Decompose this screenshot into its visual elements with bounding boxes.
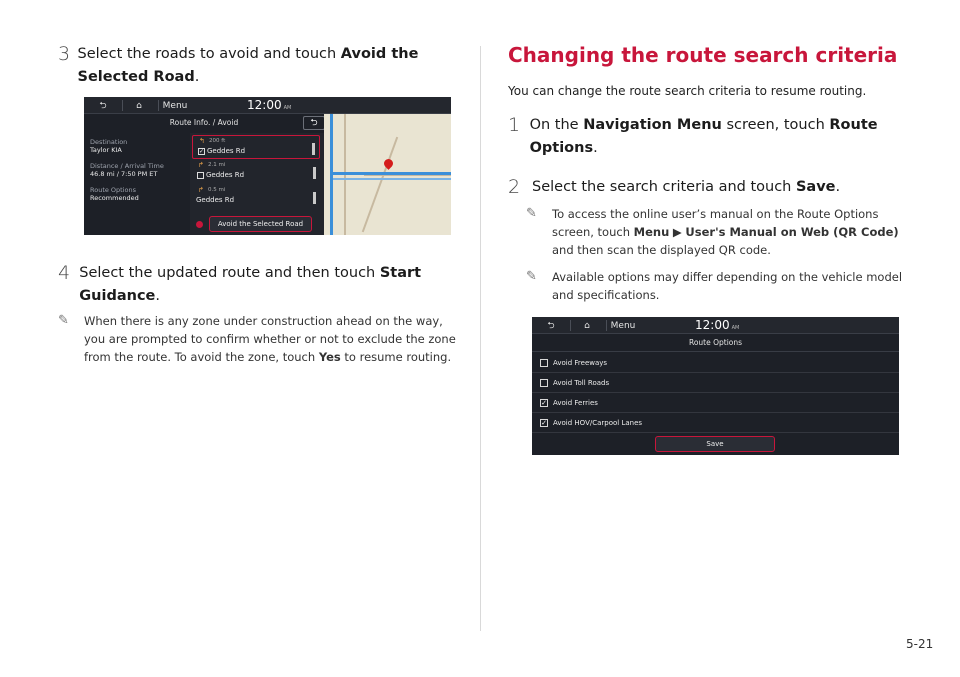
step-text: On the Navigation Menu screen, touch Route Options. xyxy=(529,117,878,156)
option-avoid-toll-roads[interactable] xyxy=(532,373,899,393)
avoid-selected-road-button[interactable]: Avoid the Selected Road xyxy=(209,216,312,232)
separator xyxy=(158,100,159,111)
menu-button[interactable]: Menu xyxy=(162,100,188,111)
note xyxy=(58,312,458,366)
turn-icon: ↱ xyxy=(198,186,204,194)
step-number: 1 xyxy=(508,114,521,136)
option-label: Avoid Ferries xyxy=(553,398,598,407)
option-avoid-freeways[interactable] xyxy=(532,353,899,373)
road-name: Geddes Rd xyxy=(196,196,235,204)
road-item[interactable] xyxy=(192,135,320,159)
step-number: 4 xyxy=(58,262,71,284)
road-distance: 200 ft xyxy=(209,138,226,144)
route-options-label: Route Options xyxy=(90,186,137,194)
route-line xyxy=(333,172,451,175)
step-1 xyxy=(508,114,908,160)
separator xyxy=(606,320,607,331)
back-button[interactable]: ⮌ xyxy=(303,116,325,130)
step-text: Select the search criteria and touch Save. xyxy=(532,179,841,195)
option-label: Avoid HOV/Carpool Lanes xyxy=(553,418,643,427)
road-item[interactable] xyxy=(192,160,320,184)
step-text: Select the updated route and then touch Start Guidance. xyxy=(79,265,422,304)
route-line xyxy=(333,178,451,180)
step-text: Select the roads to avoid and touch Avoid the Selected Road. xyxy=(77,46,419,85)
back-icon[interactable]: ⮌ xyxy=(99,100,107,111)
step-2 xyxy=(508,176,908,199)
distance-value: 46.8 mi / 7:50 PM ET xyxy=(90,170,158,178)
top-bar xyxy=(532,317,899,334)
turn-icon: ↱ xyxy=(198,161,204,169)
drag-handle xyxy=(312,143,315,155)
road-item[interactable] xyxy=(192,185,320,209)
step-4 xyxy=(58,262,458,308)
map-view[interactable] xyxy=(324,114,451,235)
screen-title: Route Info. / Avoid xyxy=(169,118,239,127)
pencil-icon: ✎ xyxy=(526,206,537,221)
top-bar xyxy=(84,97,451,114)
drag-handle xyxy=(313,167,316,179)
step-number: 2 xyxy=(508,176,521,198)
route-options-value: Recommended xyxy=(90,194,139,202)
back-icon[interactable]: ⮌ xyxy=(547,320,555,331)
screen-title: Route Options xyxy=(532,334,899,352)
separator xyxy=(122,100,123,111)
destination-value: Taylor KIA xyxy=(90,146,122,154)
column-divider xyxy=(480,46,481,631)
step-3 xyxy=(58,43,458,89)
destination-label: Destination xyxy=(90,138,128,146)
option-avoid-ferries[interactable] xyxy=(532,393,899,413)
avoid-icon xyxy=(196,221,203,228)
section-heading: Changing the route search criteria xyxy=(508,43,898,67)
pencil-icon: ✎ xyxy=(526,269,537,284)
separator xyxy=(570,320,571,331)
clock: 12:00 AM xyxy=(695,318,740,332)
clock: 12:00 AM xyxy=(247,98,292,112)
option-avoid-hov-lanes[interactable] xyxy=(532,413,899,433)
note-text: Available options may differ depending on the vehicle model and specifications. xyxy=(552,270,903,302)
note-text: To access the online user’s manual on the Route Options screen, touch Menu ▶ User's Manual on Web (QR Code) and then scan the displayed QR code. xyxy=(552,207,899,257)
step-number: 3 xyxy=(58,43,71,65)
checkbox-icon[interactable] xyxy=(197,172,204,179)
home-icon[interactable]: ⌂ xyxy=(584,320,590,331)
pencil-icon: ✎ xyxy=(58,313,69,328)
save-button[interactable]: Save xyxy=(655,436,775,452)
menu-button[interactable]: Menu xyxy=(610,320,636,331)
road-name: Geddes Rd xyxy=(206,171,245,179)
map-road xyxy=(362,137,398,233)
road-distance: 2.1 mi xyxy=(208,162,226,168)
checked-icon[interactable]: ✓ xyxy=(199,148,205,155)
note-1 xyxy=(526,205,906,259)
drag-handle xyxy=(313,192,316,204)
checked-icon[interactable]: ✓ xyxy=(541,398,547,407)
page-number: 5-21 xyxy=(906,637,934,651)
distance-label: Distance / Arrival Time xyxy=(90,162,164,170)
checkbox-icon[interactable] xyxy=(540,359,548,367)
home-icon[interactable]: ⌂ xyxy=(136,100,142,111)
road-name: Geddes Rd xyxy=(207,147,246,155)
road-distance: 0.5 mi xyxy=(208,187,226,193)
turn-icon: ↰ xyxy=(199,137,205,145)
note-text: When there is any zone under construction ahead on the way, you are prompted to confirm whether or not to exclude the zone from the route. To avoid the zone, touch Yes to resume routing. xyxy=(84,314,456,364)
route-info-screen xyxy=(84,97,451,235)
intro-text: You can change the route search criteria to resume routing. xyxy=(508,84,867,98)
note-2 xyxy=(526,268,906,304)
option-label: Avoid Toll Roads xyxy=(553,378,610,387)
route-options-screen xyxy=(532,317,899,455)
option-label: Avoid Freeways xyxy=(553,358,608,367)
checked-icon[interactable]: ✓ xyxy=(541,418,547,427)
checkbox-icon[interactable] xyxy=(540,379,548,387)
